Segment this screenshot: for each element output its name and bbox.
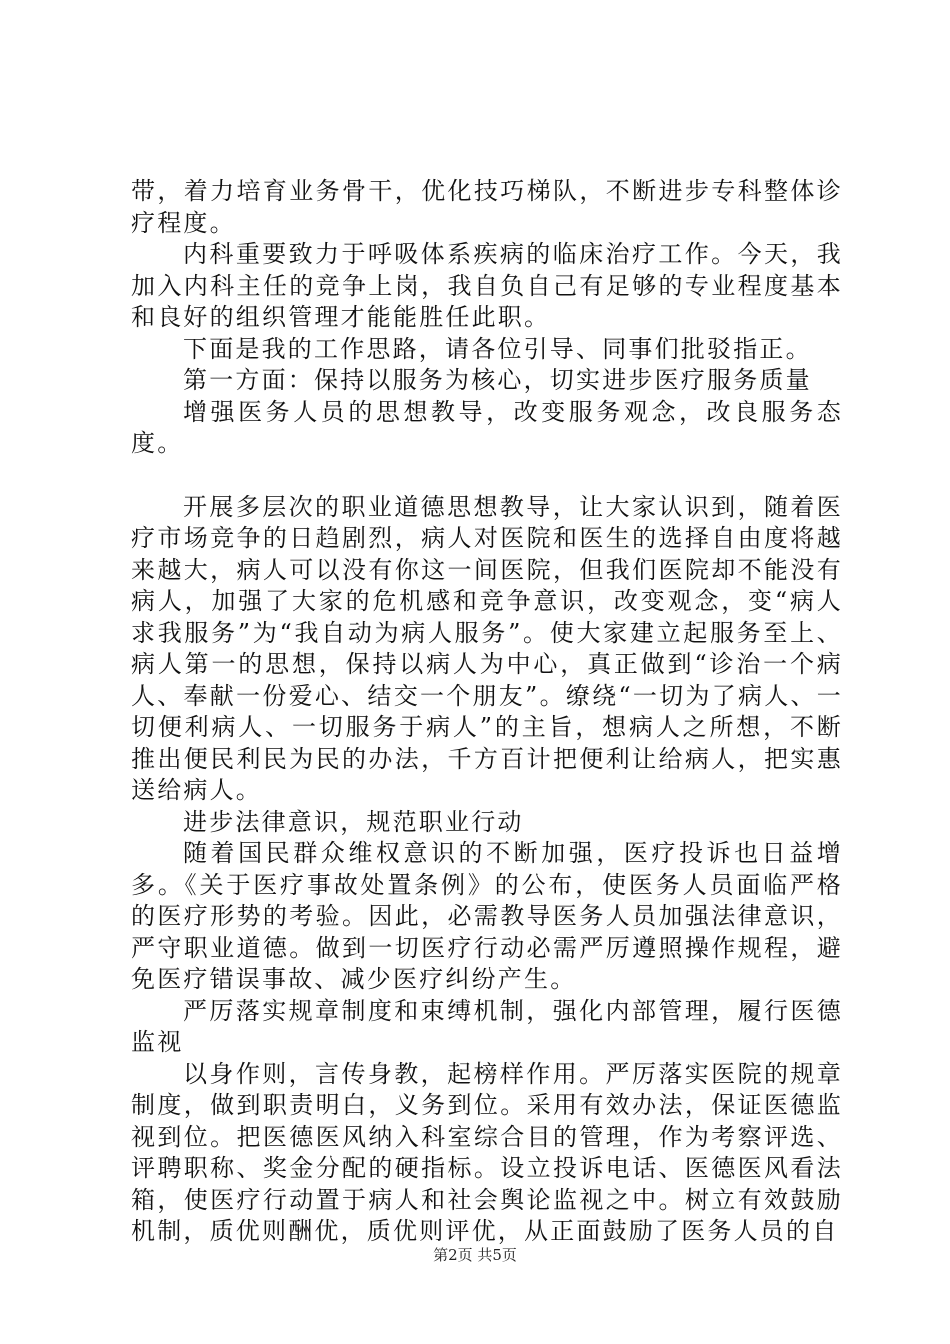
paragraph-5: 随着国民群众维权意识的不断加强，医疗投诉也日益增多。《关于医疗事故处置条例》的公布，使医务人员面临严格的医疗形势的考验。因此，必需教导医务人员加强法律意识，严守职业道德。做到一切医疗行动必需严厉遵照操作规程，避免医疗错误事故、减少医疗纠纷产生。 [131, 839, 843, 993]
paragraph-gap [131, 460, 843, 492]
section-heading-1: 第一方面：保持以服务为核心，切实进步医疗服务质量 [183, 366, 812, 394]
subheading-2: 进步法律意识，规范职业行动 [183, 807, 524, 836]
subheading-1: 增强医务人员的思想教导，改变服务观念，改良服务态度。 [131, 397, 843, 457]
subheading-3: 严厉落实规章制度和束缚机制，强化内部管理，履行医德监视 [131, 996, 843, 1056]
paragraph-4: 开展多层次的职业道德思想教导，让大家认识到，随着医疗市场竞争的日趋剧烈，病人对医院和医生的选择自由度将越来越大，病人可以没有你这一间医院，但我们医院却不能没有病人，加强了大家的危机感和竞争意识，改变观念，变“病人求我服务”为“我自动为病人服务”。使大家建立起服务至上、病人第一的思想，保持以病人为中心，真正做到“诊治一个病人、奉献一份爱心、结交一个朋友”。缭绕“一切为了病人、一切便利病人、一切服务于病人”的主旨，想病人之所想，不断推出便民利民为民的办法，千方百计把便利让给病人，把实惠送给病人。 [131, 492, 843, 804]
page-number-label: 第2页 共5页 [433, 1246, 517, 1264]
page-footer [0, 1245, 950, 1265]
paragraph-3: 下面是我的工作思路，请各位引导、同事们批驳指正。 [183, 334, 812, 363]
paragraph-6: 以身作则，言传身教，起榜样作用。严厉落实医院的规章制度，做到职责明白，义务到位。采用有效办法，保证医德监视到位。把医德医风纳入科室综合目的管理，作为考察评选、评聘职称、奖金分配的硬指标。设立投诉电话、医德医风看法箱，使医疗行动置于病人和社会舆论监视之中。树立有效鼓励机制，质优则酬优，质优则评优，从正面鼓励了医务人员的自 [131, 1059, 843, 1245]
paragraph-2: 内科重要致力于呼吸体系疾病的临床治疗工作。今天，我加入内科主任的竞争上岗，我自负自己有足够的专业程度基本和良好的组织管理才能能胜任此职。 [131, 240, 843, 331]
document-body [131, 176, 843, 1248]
paragraph-1: 带，着力培育业务骨干，优化技巧梯队，不断进步专科整体诊疗程度。 [131, 177, 843, 237]
